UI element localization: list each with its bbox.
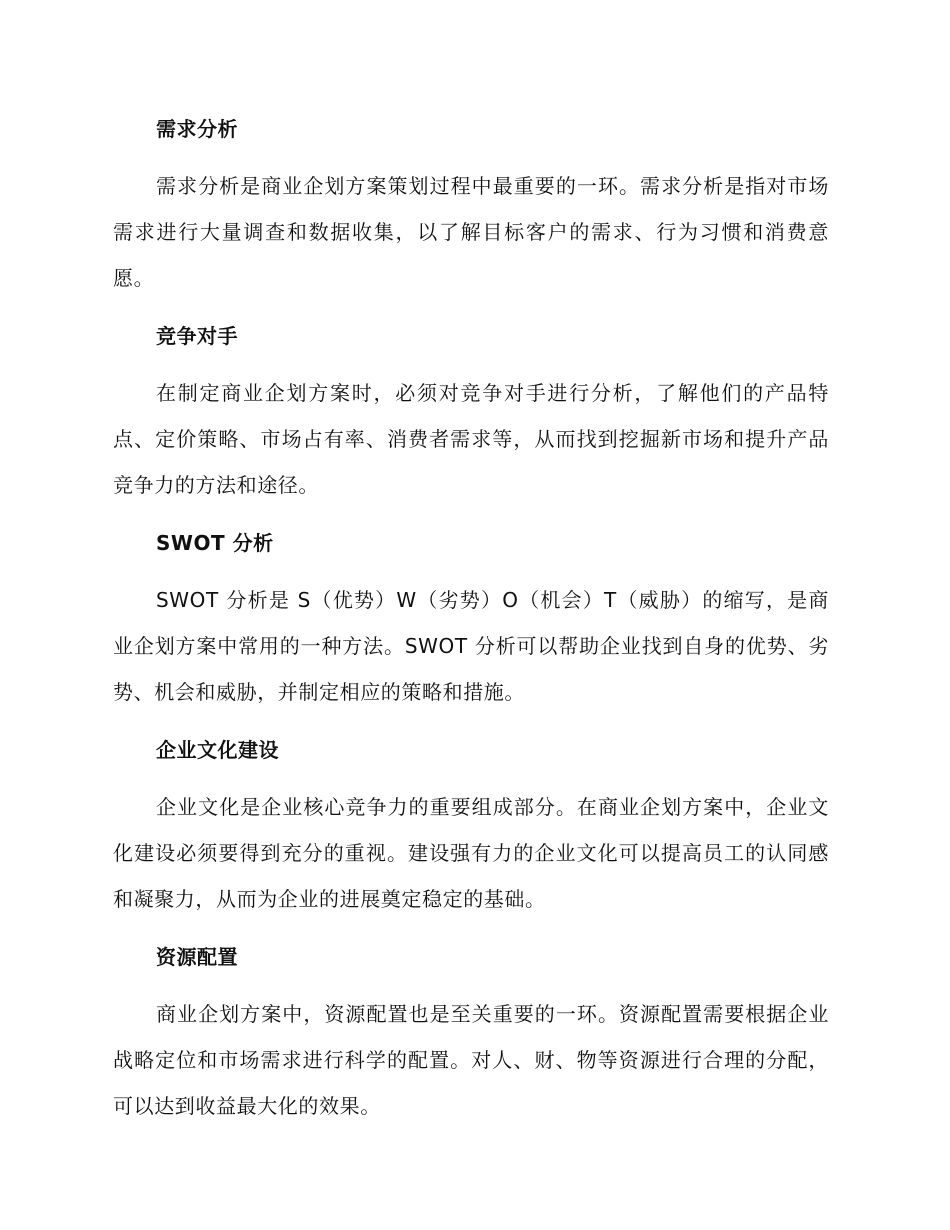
section-paragraph: 需求分析是商业企划方案策划过程中最重要的一环。需求分析是指对市场需求进行大量调查和数据收集，以了解目标客户的需求、行为习惯和消费意愿。 <box>113 174 829 290</box>
section-heading: 资源配置 <box>156 945 238 969</box>
section-swot-analysis <box>113 526 829 715</box>
section-resource-allocation <box>113 940 829 1129</box>
section-heading: 需求分析 <box>156 117 238 141</box>
section-paragraph: 商业企划方案中，资源配置也是至关重要的一环。资源配置需要根据企业战略定位和市场需求进行科学的配置。对人、财、物等资源进行合理的分配，可以达到收益最大化的效果。 <box>113 1002 829 1118</box>
section-competitors <box>113 319 829 508</box>
document-page <box>113 112 829 1147</box>
section-heading: 企业文化建设 <box>156 738 279 762</box>
section-corporate-culture <box>113 733 829 922</box>
section-heading: 竞争对手 <box>156 324 238 348</box>
section-demand-analysis <box>113 112 829 301</box>
section-paragraph: 在制定商业企划方案时，必须对竞争对手进行分析，了解他们的产品特点、定价策略、市场占有率、消费者需求等，从而找到挖掘新市场和提升产品竞争力的方法和途径。 <box>113 381 829 497</box>
section-heading: SWOT 分析 <box>156 531 274 555</box>
section-paragraph: SWOT 分析是 S（优势）W（劣势）O（机会）T（威胁）的缩写，是商业企划方案中常用的一种方法。SWOT 分析可以帮助企业找到自身的优势、劣势、机会和威胁，并制定相应的策略和措施。 <box>113 588 829 704</box>
section-paragraph: 企业文化是企业核心竞争力的重要组成部分。在商业企划方案中，企业文化建设必须要得到充分的重视。建设强有力的企业文化可以提高员工的认同感和凝聚力，从而为企业的进展奠定稳定的基础。 <box>113 795 829 911</box>
